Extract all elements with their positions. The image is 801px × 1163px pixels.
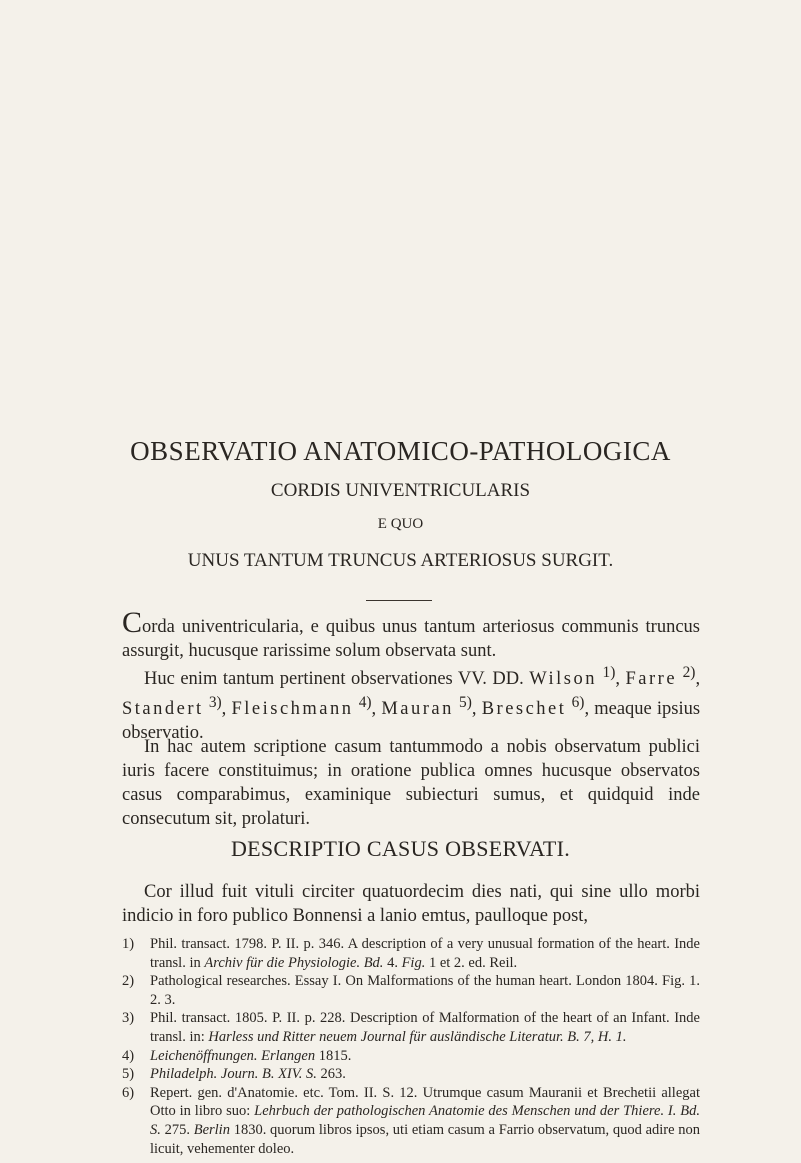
footnote-number: 2): [122, 973, 135, 990]
footnote-number: 4): [122, 1047, 135, 1064]
subtitle-line-2: E QUO: [377, 516, 424, 532]
paragraph-purpose: In hac autem scriptione casum tantummodo a nobis observatum publici iuris facere constituimus; in oratione publica omnes hucusque observatos casus comparabimus, examinique subiecturi sumus, et quidquid inde consecutum sit, prolaturi.: [122, 737, 700, 829]
footnote: [122, 935, 700, 972]
author-breschet: Breschet: [481, 699, 567, 720]
footnote-ref-1: 1): [602, 664, 616, 681]
author-farre: Farre: [625, 669, 678, 690]
footnote: [122, 1009, 700, 1046]
footnote: [122, 1065, 700, 1084]
footnote-number: 1): [122, 936, 135, 952]
footnote: [122, 1084, 700, 1158]
paragraph-intro-text: orda univentricularia, e quibus unus tantum arteriosus communis truncus assurgit, hucusque rarissime solum observata sunt.: [122, 617, 700, 661]
footnote-text: Phil. transact. 1805. P. II. p. 228. Description of Malformation of the heart of an Infant. Inde transl. in:: [150, 1010, 700, 1045]
author-fleischmann: Fleischmann: [231, 699, 354, 720]
subtitle-line-1: CORDIS UNIVENTRICULARIS: [270, 480, 531, 501]
observers-lead: Huc enim tantum pertinent observationes VV. DD.: [144, 669, 524, 690]
section-heading: DESCRIPTIO CASUS OBSERVATI.: [230, 836, 571, 861]
footnote-italic: Harless und Ritter neuem Journal für ausländische Literatur. B. 7, H. 1.: [208, 1028, 627, 1045]
paragraph-intro: [122, 606, 700, 663]
footnote-number: 6): [122, 1084, 135, 1101]
footnote-ref-3: 3): [208, 694, 222, 712]
footnote-text: 1 et 2. ed. Reil.: [428, 954, 518, 971]
author-mauran: Mauran: [381, 699, 454, 720]
footnote-text: 1830. quorum libros ipsos, uti etiam casum a Farrio observatum, quod adire non licuit, vehementer doleo.: [150, 1121, 701, 1157]
footnote: [122, 1047, 700, 1066]
footnote-ref-2: 2): [682, 664, 696, 681]
footnote-italic: Erlangen: [261, 1047, 316, 1064]
footnote-italic: Leichenöffnungen.: [150, 1047, 258, 1064]
footnote-number: 5): [122, 1066, 135, 1083]
footnote-ref-4: 4): [358, 694, 372, 712]
title-divider: [366, 600, 432, 601]
footnote-italic: Lehrbuch der pathologischen Anatomie des Menschen und der Thiere. I. Bd. S.: [150, 1103, 700, 1138]
footnote-italic: Fig.: [401, 954, 426, 971]
footnotes-list: [122, 935, 700, 1158]
paragraph-observers: Huc enim tantum pertinent observationes VV. DD. Wilson $^{1)}$, Farre $^{2)}$, Standert $^{3)}$, Fleischmann $^{4)}$, Mauran $^{5)}$, Breschet $^{6)}$, meaque ipsius observatio.: [122, 664, 701, 744]
drop-initial: C: [122, 606, 143, 639]
subtitle-line-3: UNUS TANTUM TRUNCUS ARTERIOSUS SURGIT.: [187, 550, 614, 571]
footnote-text: Pathological researches. Essay I. On Malformations of the human heart. London 1804. Fig. 1. 2. 3.: [150, 973, 700, 1008]
footnote-number: 3): [122, 1010, 135, 1027]
footnote-text: Phil. transact. 1798. P. II. p. 346. A description of a very unusual formation of the heart. Inde transl. in: [150, 936, 700, 971]
footnote-text: 263.: [320, 1066, 346, 1083]
observers-end: meaque ipsius observatio.: [122, 699, 701, 744]
page-title: OBSERVATIO ANATOMICO-PATHOLOGICA: [130, 436, 671, 466]
footnote-italic: Archiv für die Physiologie. Bd.: [204, 954, 384, 971]
footnote-italic: Philadelph. Journ. B. XIV. S.: [150, 1066, 317, 1083]
footnote-text: Repert. gen. d'Anatomie. etc. Tom. II. S. 12. Utrumque casum Mauranii et Brechetii allegat Otto in libro suo:: [150, 1084, 700, 1120]
paragraph-description: Cor illud fuit vituli circiter quatuordecim dies nati, qui sine ullo morbi indicio in foro publico Bonnensi a lanio emtus, paulloque post,: [122, 882, 700, 926]
footnote-text: 4.: [387, 954, 398, 971]
author-wilson: Wilson: [529, 669, 597, 690]
footnote-ref-5: 5): [459, 694, 472, 712]
author-standert: Standert: [122, 699, 204, 720]
footnote-italic: Berlin: [193, 1121, 230, 1138]
footnote: [122, 972, 700, 1009]
footnote-ref-6: 6): [571, 694, 585, 712]
footnote-text: 1815.: [318, 1047, 352, 1064]
footnote-text: 275.: [164, 1121, 190, 1138]
